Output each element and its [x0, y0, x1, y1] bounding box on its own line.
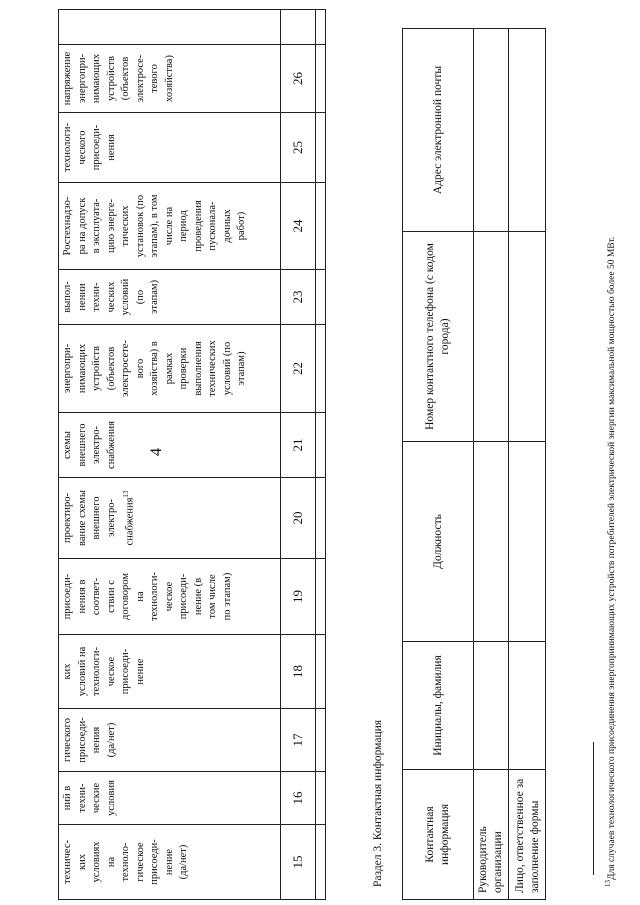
row-label: Руководитель организации [474, 770, 509, 900]
header-cell: технологи- ческого присоеди- нения [59, 113, 281, 183]
footnote-mark: 13 [604, 880, 612, 887]
empty-cell [281, 10, 316, 45]
empty-cell [316, 183, 326, 270]
page-number: 4 [148, 448, 165, 456]
footnote-text: Для случаев технологического присоединения энергопринимающих устройств потребителей электрической энергии максимальной мощностью более 50 МВт. [607, 236, 618, 880]
empty-cell [474, 442, 509, 642]
row-label: Лицо, ответственное за заполнение формы [509, 770, 546, 900]
column-number: 26 [281, 45, 316, 113]
empty-cell [474, 232, 509, 442]
contact-table [402, 28, 546, 900]
column-number: 21 [281, 413, 316, 478]
empty-cell [474, 642, 509, 770]
table-row [474, 29, 509, 900]
empty-cell [316, 113, 326, 183]
column-number: 22 [281, 325, 316, 413]
footnote-rule [593, 742, 594, 875]
header-cell: ний в техни- ческие условия [59, 772, 281, 825]
empty-cell [316, 270, 326, 325]
empty-cell [316, 709, 326, 772]
column-number: 19 [281, 559, 316, 635]
empty-cell [316, 325, 326, 413]
empty-cell [509, 232, 546, 442]
header-cell: ких условий на технологи- ческое присоеди- нение [59, 635, 281, 709]
empty-cell [509, 442, 546, 642]
column-number: 24 [281, 183, 316, 270]
table-row [509, 29, 546, 900]
header-cell: гического присоеди- нения (да/нет) [59, 709, 281, 772]
empty-cell [316, 10, 326, 45]
empty-cell [474, 29, 509, 232]
footnote [604, 237, 617, 887]
header-cell: схемы внешнего электро- снабжения [59, 413, 281, 478]
empty-cell [316, 559, 326, 635]
footnote-mark: 13 [122, 490, 130, 498]
contact-header: Контактная информация [403, 770, 474, 900]
section-title: Раздел 3. Контактная информация [372, 719, 384, 887]
column-number: 18 [281, 635, 316, 709]
empty-cell [509, 642, 546, 770]
empty-cell [316, 825, 326, 900]
empty-cell [316, 478, 326, 559]
column-number: 25 [281, 113, 316, 183]
column-number: 17 [281, 709, 316, 772]
contact-header: Должность [403, 442, 474, 642]
empty-cell [316, 635, 326, 709]
header-cell: проектиро- вание схемы внешнего электро- снабжения$^{13}$ [59, 478, 281, 559]
empty-cell [316, 45, 326, 113]
header-cell: присоеди- нения в соответ- ствии с договором на технологи- ческое присоеди- нение (в том числе по этапам) [59, 559, 281, 635]
column-number: 16 [281, 772, 316, 825]
column-number: 20 [281, 478, 316, 559]
main-table [58, 9, 326, 900]
header-cell: техничес- ких условиях на техноло- гическое присоеди- нение (да/нет) [59, 825, 281, 900]
header-cell: Ростехнадзо- ра на допуск в эксплуата- цию энерге- тических установок (по этапам), в том числе на период проведения пусконала- дочных работ) [59, 183, 281, 270]
header-cell: энергопри- нимающих устройств (объектов электросете- вого хозяйства) в рамках проверки выполнения технических условий (по этапам) [59, 325, 281, 413]
contact-header: Номер контактного телефона (с кодом города) [403, 232, 474, 442]
header-cell: напряжение энергопри- нимающих устройств (объектов электросе- тевого хозяйства) [59, 45, 281, 113]
empty-cell [509, 29, 546, 232]
header-cell-empty [59, 10, 281, 45]
empty-cell [316, 413, 326, 478]
empty-cell [316, 772, 326, 825]
column-number: 23 [281, 270, 316, 325]
column-number: 15 [281, 825, 316, 900]
header-cell: выпол- нении техни- ческих условий (по этапам) [59, 270, 281, 325]
contact-header: Адрес электронной почты [403, 29, 474, 232]
contact-header: Инициалы, фамилия [403, 642, 474, 770]
